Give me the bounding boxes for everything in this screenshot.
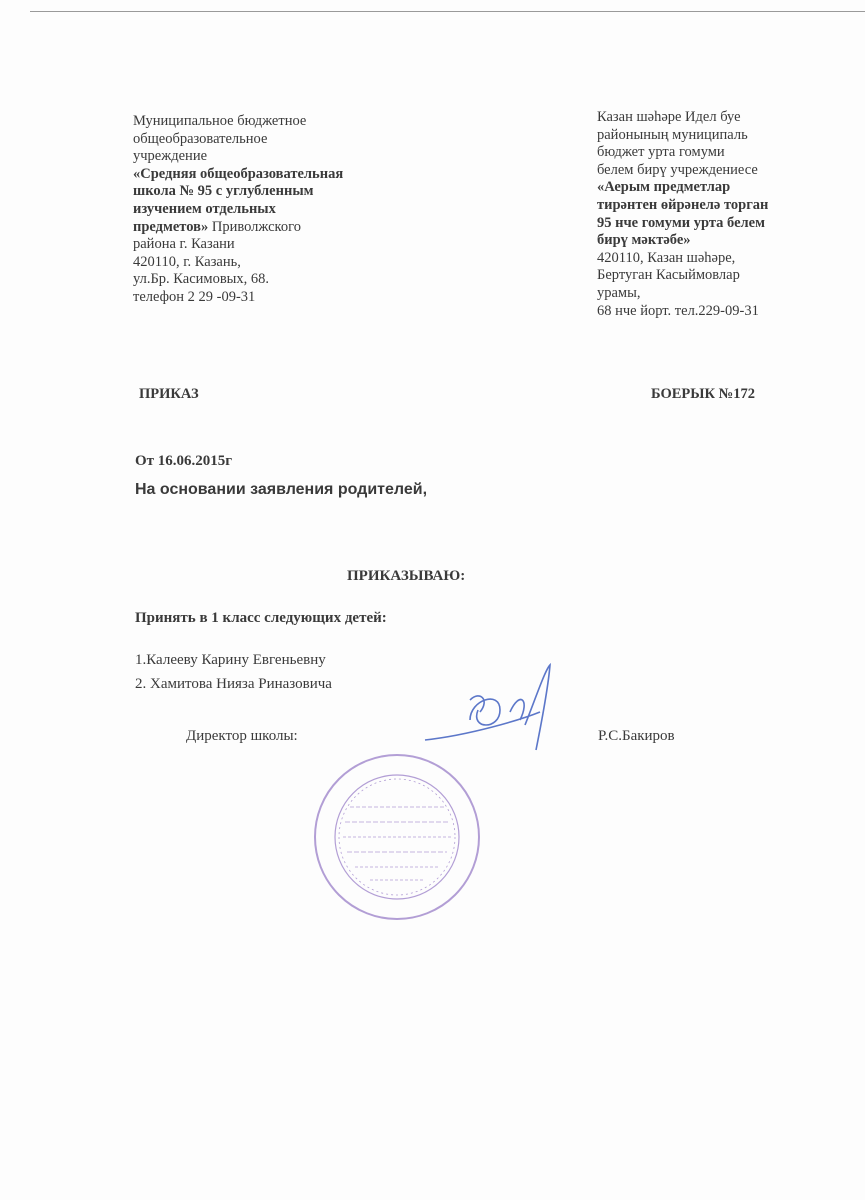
instruction: Принять в 1 класс следующих детей:	[135, 610, 387, 626]
header-left	[133, 113, 343, 307]
decree-heading: ПРИКАЗЫВАЮ:	[347, 568, 466, 584]
header-right-line: тирәнтен өйрәнелә торган	[597, 196, 769, 213]
signature	[420, 660, 560, 755]
header-right-line: урамы,	[597, 284, 641, 301]
header-right-line: 68 нче йорт. тел.229-09-31	[597, 302, 759, 319]
header-left-line: ул.Бр. Касимовых, 68.	[133, 271, 270, 288]
header-right-line: районының муниципаль	[597, 126, 748, 143]
header-left-line: учреждение	[133, 148, 208, 165]
header-right-line: Бертуган Касыймовлар	[597, 267, 740, 284]
scan-edge-line	[30, 11, 865, 12]
header-left-bold-tail: предметов»	[133, 218, 209, 235]
header-right-line: бирү мәктәбе»	[597, 232, 691, 249]
order-title-tt: БОЕРЫК №172	[651, 386, 755, 402]
order-date: От 16.06.2015г	[135, 453, 233, 469]
signatory-name: Р.С.Бакиров	[598, 728, 675, 744]
order-basis: На основании заявления родителей,	[135, 481, 428, 498]
header-right-line: «Аерым предметлар	[597, 179, 731, 196]
header-left-line: изучением отдельных	[133, 200, 276, 217]
header-right-line: бюджет урта гомуми	[597, 144, 725, 161]
header-left-line: района г. Казани	[133, 236, 235, 253]
header-right-line: 420110, Казан шәһәре,	[597, 249, 736, 266]
header-right-line: Казан шәһәре Идел буе	[597, 109, 741, 125]
header-right	[597, 109, 768, 320]
header-left-plain-tail: Приволжского	[208, 218, 301, 235]
header-left-line-mixed	[133, 219, 343, 237]
header-right-line: белем бирү учреждениесе	[597, 161, 758, 178]
order-title-ru: ПРИКАЗ	[139, 386, 199, 402]
stamp-seal	[312, 752, 482, 922]
header-left-line: «Средняя общеобразовательная	[133, 165, 344, 182]
child-item: 1.Калееву Карину Евгеньевну	[135, 652, 326, 668]
header-left-line: телефон 2 29 -09-31	[133, 288, 256, 305]
header-left-line: общеобразовательное	[133, 130, 268, 147]
signatory-title: Директор школы:	[186, 728, 298, 744]
header-left-line: Муниципальное бюджетное	[133, 113, 307, 129]
header-left-line: 420110, г. Казань,	[133, 253, 241, 270]
header-left-line: школа № 95 с углубленным	[133, 183, 314, 200]
child-item: 2. Хамитова Нияза Риназовича	[135, 676, 332, 692]
header-right-line: 95 нче гомуми урта белем	[597, 214, 765, 231]
